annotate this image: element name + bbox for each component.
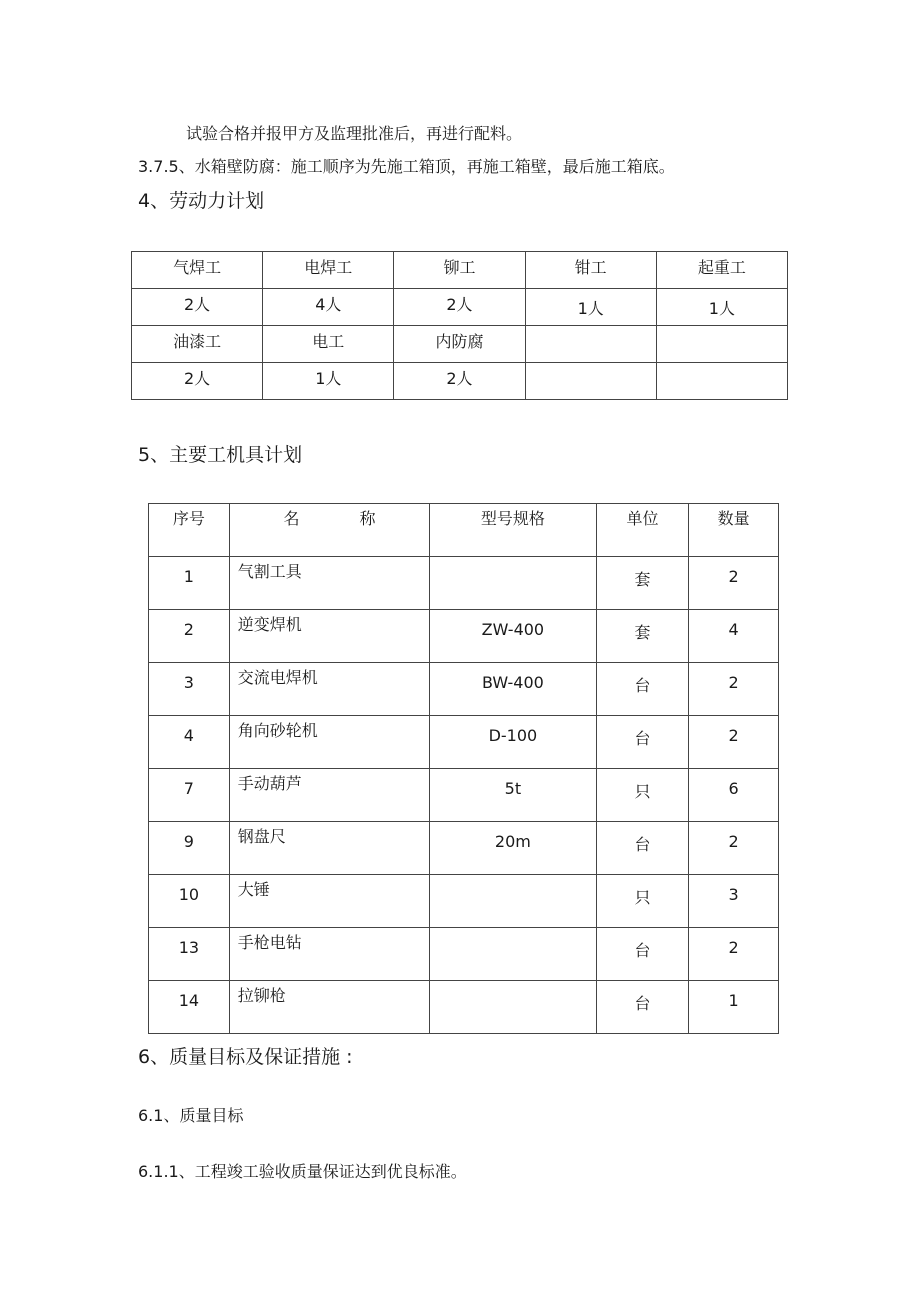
header-cell-name	[229, 504, 429, 557]
header-cell-qty	[689, 504, 779, 557]
labor-plan-table	[131, 251, 788, 400]
cell-text: 台	[634, 994, 651, 1013]
table-cell-no	[149, 981, 230, 1034]
cell-text: 只	[634, 782, 651, 801]
cell-text: 电工	[312, 332, 345, 351]
cell-text: 1	[728, 991, 739, 1010]
cell-text: ZW-400	[481, 620, 545, 639]
table-cell-model	[430, 822, 596, 875]
table-cell-name	[229, 716, 429, 769]
cell-text: 3	[183, 673, 194, 692]
table-cell	[263, 326, 394, 363]
subsection-line-6-1-1: 6.1.1、工程竣工验收质量保证达到优良标准。	[138, 1162, 467, 1181]
subsection-heading-6-1: 6.1、质量目标	[138, 1106, 244, 1125]
table-cell-unit	[596, 557, 689, 610]
cell-text: 台	[634, 729, 651, 748]
table-cell-no	[149, 769, 230, 822]
table-cell-unit	[596, 875, 689, 928]
cell-text: 2	[728, 938, 739, 957]
table-row	[149, 875, 779, 928]
cell-text: 逆变焊机	[237, 615, 302, 634]
table-row	[132, 289, 788, 326]
cell-text: 拉铆枪	[237, 986, 286, 1005]
cell-text	[657, 326, 787, 329]
paragraph-line-1: 试验合格并报甲方及监理批准后，再进行配料。	[186, 124, 523, 143]
table-row	[149, 769, 779, 822]
table-cell-no	[149, 557, 230, 610]
cell-text: 手枪电钻	[237, 933, 302, 952]
table-cell	[132, 289, 263, 326]
cell-text: 1人	[708, 299, 735, 318]
table-cell	[394, 363, 525, 400]
cell-text: 7	[183, 779, 194, 798]
table-row	[149, 822, 779, 875]
section-heading-6: 6、质量目标及保证措施 :	[138, 1046, 353, 1068]
cell-text: 台	[634, 941, 651, 960]
cell-text: 2人	[184, 369, 211, 388]
cell-text: 5t	[504, 779, 522, 798]
cell-text: 1	[183, 567, 194, 586]
header-text: 数量	[717, 509, 750, 528]
table-cell-no	[149, 822, 230, 875]
table-cell-qty	[689, 769, 779, 822]
table-row	[132, 363, 788, 400]
table-cell	[656, 252, 787, 289]
header-cell-model	[430, 504, 596, 557]
cell-text: 10	[178, 885, 200, 904]
table-row	[149, 610, 779, 663]
table-cell-model	[430, 928, 596, 981]
cell-text: 1人	[577, 299, 604, 318]
table-cell-name	[229, 822, 429, 875]
cell-text: BW-400	[481, 673, 544, 692]
section-heading-5: 5、主要工机具计划	[138, 444, 303, 466]
cell-text: 4	[728, 620, 739, 639]
paragraph-line-2: 3.7.5、水箱壁防腐：施工顺序为先施工箱顶，再施工箱壁，最后施工箱底。	[138, 157, 675, 176]
cell-text	[657, 363, 787, 366]
table-cell	[394, 326, 525, 363]
table-cell	[656, 363, 787, 400]
header-cell-unit	[596, 504, 689, 557]
table-row	[149, 663, 779, 716]
table-cell-no	[149, 928, 230, 981]
cell-text	[430, 875, 595, 885]
table-cell-unit	[596, 716, 689, 769]
table-cell-model	[430, 663, 596, 716]
header-text: 型号规格	[480, 509, 545, 528]
table-cell-qty	[689, 822, 779, 875]
cell-text: 气焊工	[173, 258, 222, 277]
section-heading-4: 4、劳动力计划	[138, 190, 265, 212]
table-cell-unit	[596, 610, 689, 663]
cell-text: 套	[634, 623, 651, 642]
cell-text: 只	[634, 888, 651, 907]
table-cell	[656, 289, 787, 326]
tools-plan-table	[148, 503, 779, 1034]
cell-text: D-100	[488, 726, 538, 745]
cell-text: 钳工	[574, 258, 607, 277]
table-cell	[525, 289, 656, 326]
header-text	[230, 504, 429, 529]
table-cell-no	[149, 610, 230, 663]
table-row	[149, 981, 779, 1034]
cell-text: 2	[728, 567, 739, 586]
cell-text: 套	[634, 570, 651, 589]
header-text: 单位	[626, 509, 659, 528]
table-cell-no	[149, 663, 230, 716]
table-header-row	[149, 504, 779, 557]
table-cell-unit	[596, 769, 689, 822]
cell-text: 电焊工	[304, 258, 353, 277]
cell-text: 台	[634, 835, 651, 854]
tool-rows	[149, 557, 779, 1034]
header-cell-no	[149, 504, 230, 557]
table-cell-qty	[689, 716, 779, 769]
cell-text: 2人	[184, 295, 211, 314]
cell-text: 2	[728, 832, 739, 851]
cell-text: 1人	[315, 369, 342, 388]
table-cell-qty	[689, 610, 779, 663]
table-cell-name	[229, 875, 429, 928]
cell-text: 20m	[494, 832, 531, 851]
table-cell-model	[430, 716, 596, 769]
table-cell-name	[229, 769, 429, 822]
cell-text: 3	[728, 885, 739, 904]
table-cell-qty	[689, 875, 779, 928]
table-cell	[263, 252, 394, 289]
table-cell	[656, 326, 787, 363]
cell-text: 大锤	[237, 880, 270, 899]
table-cell-qty	[689, 663, 779, 716]
header-text: 序号	[172, 509, 205, 528]
table-row	[132, 326, 788, 363]
cell-text: 9	[183, 832, 194, 851]
table-cell-model	[430, 610, 596, 663]
cell-text: 台	[634, 676, 651, 695]
cell-text: 2	[183, 620, 194, 639]
cell-text: 油漆工	[173, 332, 222, 351]
table-cell	[132, 252, 263, 289]
table-cell-name	[229, 981, 429, 1034]
cell-text: 铆工	[443, 258, 476, 277]
table-cell-unit	[596, 663, 689, 716]
table-cell-unit	[596, 822, 689, 875]
table-cell-qty	[689, 981, 779, 1034]
table-cell	[394, 252, 525, 289]
table-row	[149, 928, 779, 981]
table-cell-model	[430, 981, 596, 1034]
table-cell	[263, 289, 394, 326]
cell-text: 起重工	[697, 258, 746, 277]
table-cell	[132, 363, 263, 400]
table-row	[149, 716, 779, 769]
cell-text: 2人	[446, 295, 473, 314]
table-cell-no	[149, 716, 230, 769]
table-row	[149, 557, 779, 610]
cell-text	[526, 326, 656, 329]
cell-text: 钢盘尺	[237, 827, 286, 846]
table-cell-unit	[596, 981, 689, 1034]
table-cell-qty	[689, 928, 779, 981]
table-cell	[263, 363, 394, 400]
table-cell-qty	[689, 557, 779, 610]
cell-text	[430, 981, 595, 991]
table-cell-model	[430, 769, 596, 822]
header-text-b: 称	[359, 509, 376, 528]
table-cell-name	[229, 557, 429, 610]
cell-text: 角向砂轮机	[237, 721, 318, 740]
table-cell-model	[430, 557, 596, 610]
table-cell-unit	[596, 928, 689, 981]
cell-text	[430, 557, 595, 567]
cell-text: 4	[183, 726, 194, 745]
cell-text: 14	[178, 991, 200, 1010]
header-text-a: 名	[283, 509, 300, 528]
table-cell	[525, 326, 656, 363]
cell-text: 交流电焊机	[237, 668, 318, 687]
table-cell-name	[229, 610, 429, 663]
table-cell	[525, 363, 656, 400]
table-row	[132, 252, 788, 289]
cell-text: 4人	[315, 295, 342, 314]
table-cell-no	[149, 875, 230, 928]
table-cell-model	[430, 875, 596, 928]
cell-text: 13	[178, 938, 200, 957]
table-cell	[394, 289, 525, 326]
cell-text: 2人	[446, 369, 473, 388]
cell-text: 2	[728, 726, 739, 745]
cell-text	[526, 363, 656, 366]
cell-text: 手动葫芦	[237, 774, 302, 793]
cell-text: 气割工具	[237, 562, 302, 581]
table-cell	[132, 326, 263, 363]
cell-text	[430, 928, 595, 938]
table-cell-name	[229, 663, 429, 716]
table-cell-name	[229, 928, 429, 981]
cell-text: 内防腐	[435, 332, 484, 351]
cell-text: 6	[728, 779, 739, 798]
cell-text: 2	[728, 673, 739, 692]
table-cell	[525, 252, 656, 289]
